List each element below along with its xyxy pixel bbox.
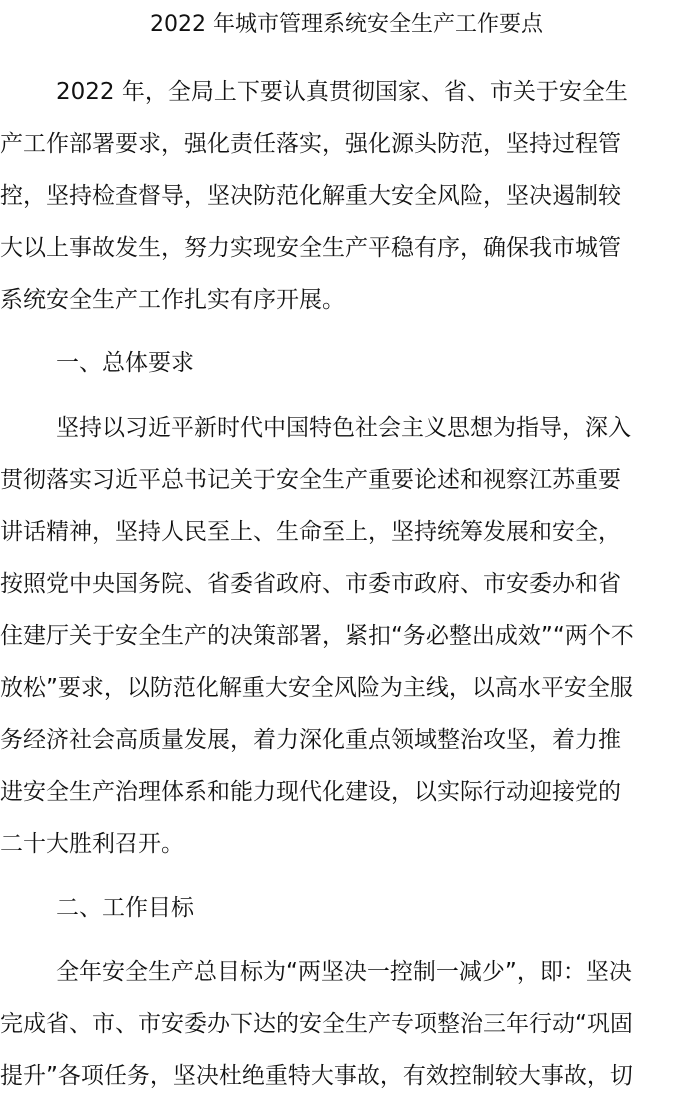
paragraph-line: 大以上事故发生，努力实现安全生产平稳有序，确保我市城管: [0, 235, 621, 261]
paragraph-line: 进安全生产治理体系和能力现代化建设，以实际行动迎接党的: [0, 779, 621, 805]
paragraph-line: 全年安全生产总目标为“两坚决一控制一减少”，即：坚决: [56, 959, 632, 985]
paragraph-line: 提升”各项任务，坚决杜绝重特大事故，有效控制较大事故，切: [0, 1063, 633, 1089]
paragraph-line: 产工作部署要求，强化责任落实，强化源头防范，坚持过程管: [0, 131, 621, 157]
paragraph-line: 务经济社会高质量发展，着力深化重点领域整治攻坚，着力推: [0, 727, 621, 753]
paragraph-line: 系统安全生产工作扎实有序开展。: [0, 287, 345, 313]
paragraph-line: 放松”要求，以防范化解重大安全风险为主线，以高水平安全服: [0, 675, 633, 701]
paragraph-line: 讲话精神，坚持人民至上、生命至上，坚持统筹发展和安全，: [0, 519, 621, 545]
paragraph-line: 按照党中央国务院、省委省政府、市委市政府、市安委办和省: [0, 571, 621, 597]
paragraph-line: 住建厅关于安全生产的决策部署，紧扣“务必整出成效”“两个不: [0, 623, 634, 649]
paragraph-line: 2022 年，全局上下要认真贯彻国家、省、市关于安全生: [56, 79, 628, 105]
section-heading: 一、总体要求: [56, 350, 194, 376]
section-heading: 二、工作目标: [56, 895, 194, 921]
document-title: 2022 年城市管理系统安全生产工作要点: [150, 12, 543, 37]
paragraph-line: 控，坚持检查督导，坚决防范化解重大安全风险，坚决遏制较: [0, 183, 621, 209]
paragraph-line: 贯彻落实习近平总书记关于安全生产重要论述和视察江苏重要: [0, 467, 621, 493]
paragraph-line: 坚持以习近平新时代中国特色社会主义思想为指导，深入: [56, 415, 631, 441]
paragraph-line: 完成省、市、市安委办下达的安全生产专项整治三年行动“巩固: [0, 1011, 633, 1037]
paragraph-line: 二十大胜利召开。: [0, 831, 184, 857]
